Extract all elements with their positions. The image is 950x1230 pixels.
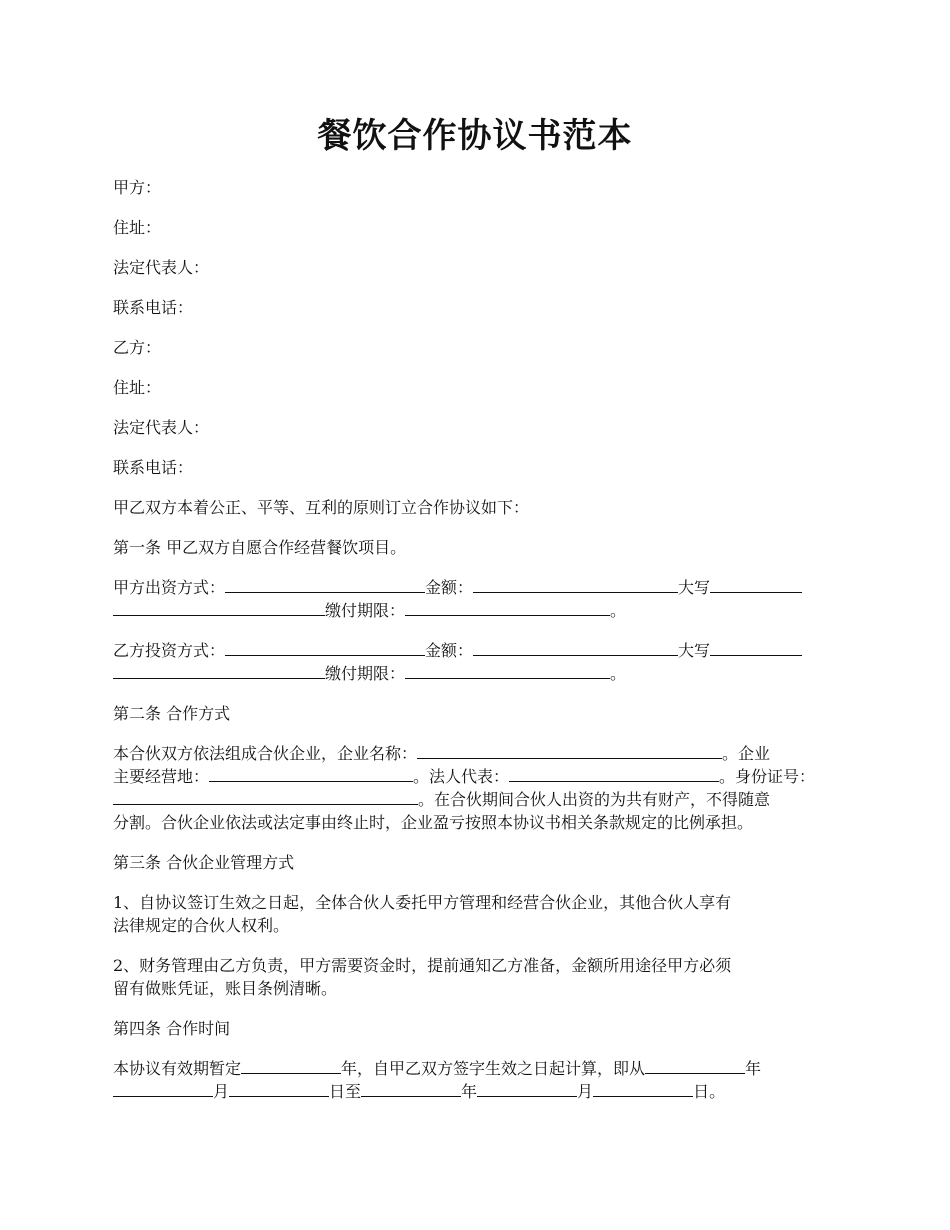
a3-item1-line2: 法律规定的合伙人权利。 <box>113 916 290 935</box>
b-capital-blank-cont <box>113 663 325 679</box>
a2-text6: 。在合伙期间合伙人出资的为共有财产，不得随意 <box>418 790 771 809</box>
b-invest-method-blank <box>225 640 425 656</box>
id-number-blank <box>113 789 418 805</box>
a-capital-blank <box>710 577 802 593</box>
duration-years-blank <box>241 1058 341 1074</box>
a3-item2-line1: 2、财务管理由乙方负责，甲方需要资金时，提前通知乙方准备，金额所用途径甲方必须 <box>113 956 732 975</box>
business-location-blank <box>209 766 413 782</box>
end-year-blank <box>361 1081 461 1097</box>
a4-t2: 年，自甲乙双方签字生效之日起计算，即从 <box>341 1059 646 1078</box>
b-capital-blank <box>710 640 802 656</box>
document-body <box>113 176 853 1120</box>
a2-text4: 。法人代表： <box>413 767 510 786</box>
a-amount-blank <box>473 577 678 593</box>
b-amount-blank <box>473 640 678 656</box>
party-a-investment-paragraph <box>113 576 853 622</box>
a-capital-blank-cont <box>113 600 325 616</box>
a3-item2-line2: 留有做账凭证，账目条例清晰。 <box>113 979 338 998</box>
a4-day-end: 日。 <box>693 1082 726 1101</box>
b-invest-label: 乙方投资方式： <box>113 641 226 660</box>
party-a-phone-line: 联系电话： <box>113 298 194 317</box>
a2-text7: 分割。合伙企业依法或法定事由终止时，企业盈亏按照本协议书相关条款规定的比例承担。 <box>113 813 754 832</box>
b-period: 。 <box>610 664 627 683</box>
start-month-blank <box>113 1081 213 1097</box>
company-name-blank <box>417 743 722 759</box>
article3-item2 <box>113 954 853 1000</box>
a-period: 。 <box>610 601 627 620</box>
a-invest-method-blank <box>225 577 425 593</box>
a2-text2: 。企业 <box>722 744 771 763</box>
a4-t1: 本协议有效期暂定 <box>113 1059 242 1078</box>
article3-item1 <box>113 891 853 937</box>
party-a-address-line: 住址： <box>113 218 162 237</box>
a4-day-to: 日至 <box>329 1082 362 1101</box>
party-b-phone-line: 联系电话： <box>113 458 194 477</box>
article2-heading: 第二条 合作方式 <box>113 704 231 723</box>
a2-text5: 。身份证号： <box>719 767 816 786</box>
b-deadline-label: 缴付期限： <box>325 664 406 683</box>
party-b-rep-line: 法定代表人： <box>113 418 210 437</box>
a-invest-label: 甲方出资方式： <box>113 578 226 597</box>
end-month-blank <box>477 1081 577 1097</box>
a4-month1: 月 <box>213 1082 230 1101</box>
end-day-blank <box>593 1081 693 1097</box>
start-year-blank <box>645 1058 745 1074</box>
party-a-name-line: 甲方： <box>113 178 162 197</box>
b-deadline-blank <box>405 663 610 679</box>
b-amount-label: 金额： <box>425 641 474 660</box>
party-a-rep-line: 法定代表人： <box>113 258 210 277</box>
intro-paragraph: 甲乙双方本着公正、平等、互利的原则订立合作协议如下： <box>113 498 530 517</box>
a2-text3: 主要经营地： <box>113 767 210 786</box>
a2-text1: 本合伙双方依法组成合伙企业，企业名称： <box>113 744 418 763</box>
a4-year2: 年 <box>461 1082 478 1101</box>
a-amount-label: 金额： <box>425 578 474 597</box>
article1-heading: 第一条 甲乙双方自愿合作经营餐饮项目。 <box>113 538 407 557</box>
a-deadline-blank <box>405 600 610 616</box>
legal-rep-blank <box>509 766 719 782</box>
party-b-investment-paragraph <box>113 639 853 685</box>
a4-month2: 月 <box>577 1082 594 1101</box>
party-b-address-line: 住址： <box>113 378 162 397</box>
a3-item1-line1: 1、自协议签订生效之日起，全体合伙人委托甲方管理和经营合伙企业，其他合伙人享有 <box>113 893 732 912</box>
party-b-name-line: 乙方： <box>113 338 162 357</box>
a-capital-label: 大写 <box>678 578 711 597</box>
article4-heading: 第四条 合作时间 <box>113 1019 231 1038</box>
a-deadline-label: 缴付期限： <box>325 601 406 620</box>
start-day-blank <box>229 1081 329 1097</box>
article3-heading: 第三条 合伙企业管理方式 <box>113 853 295 872</box>
a4-year1: 年 <box>745 1059 762 1078</box>
article2-paragraph <box>113 742 853 834</box>
article4-paragraph <box>113 1057 853 1103</box>
document-title: 餐饮合作协议书范本 <box>317 116 633 156</box>
b-capital-label: 大写 <box>678 641 711 660</box>
